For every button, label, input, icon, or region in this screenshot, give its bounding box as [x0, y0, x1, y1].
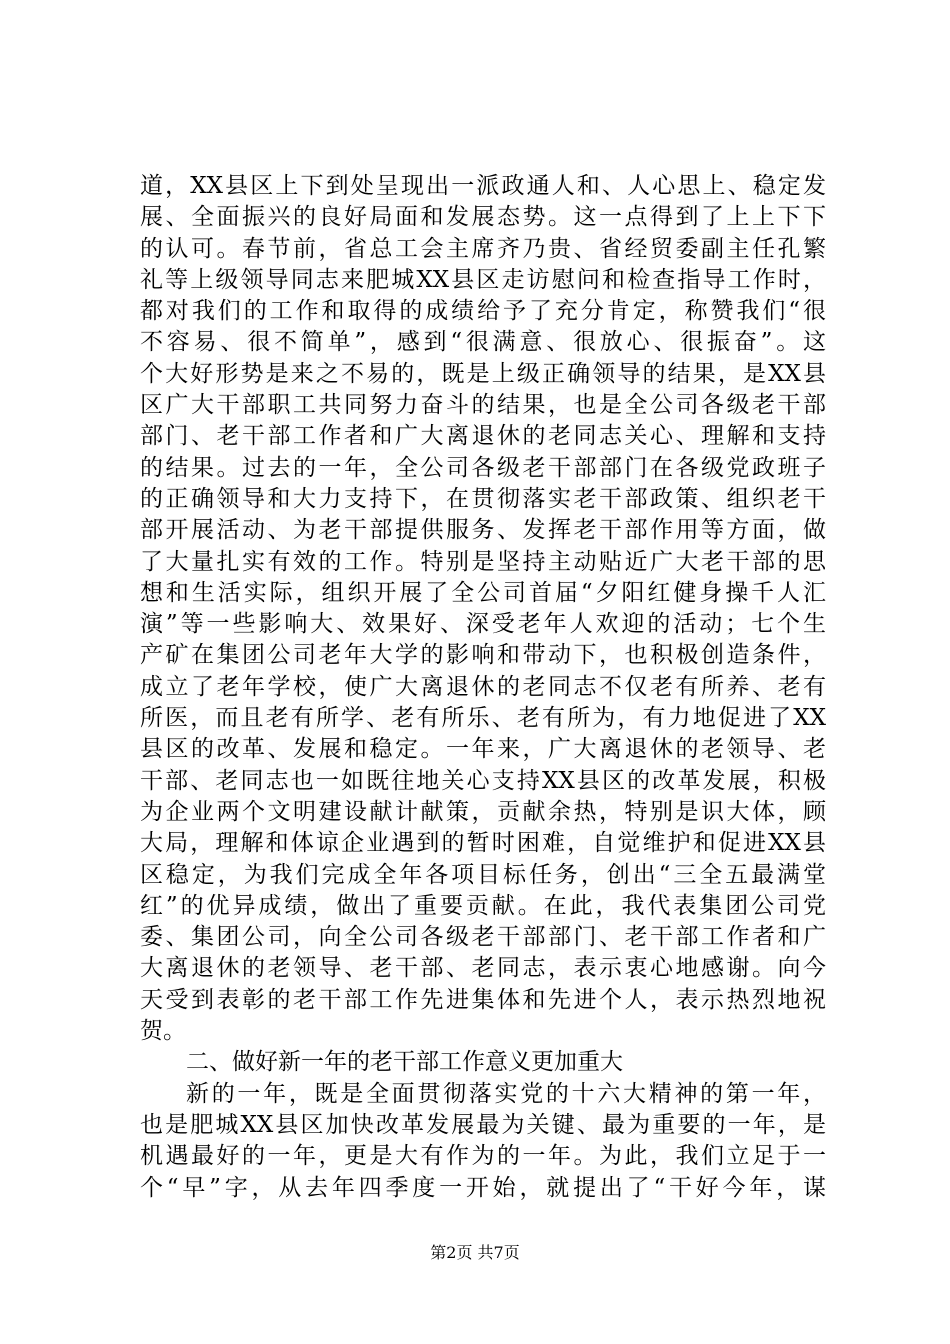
text-line: 大局，理解和体谅企业遇到的暂时困难，自觉维护和促进XX县 [140, 830, 826, 857]
text-line: 县区的改革、发展和稳定。一年来，广大离退休的老领导、老 [140, 736, 826, 763]
section-heading: 二、做好新一年的老干部工作意义更加重大 [186, 1049, 623, 1076]
paragraph-2 [140, 1079, 826, 1204]
text-line: 区稳定，为我们完成全年各项目标任务，创出“三全五最满堂 [140, 861, 826, 888]
page-number: 第2页 共7页 [430, 1243, 520, 1262]
text-line: 个“早”字，从去年四季度一开始，就提出了“干好今年，谋 [140, 1174, 826, 1201]
text-line: 区广大干部职工共同努力奋斗的结果，也是全公司各级老干部 [140, 392, 826, 419]
text-line: 天受到表彰的老干部工作先进集体和先进个人，表示热烈地祝 [140, 986, 826, 1013]
text-line: 也是肥城XX县区加快改革发展最为关键、最为重要的一年，是 [140, 1111, 826, 1138]
text-line: 部开展活动、为老干部提供服务、发挥老干部作用等方面，做 [140, 517, 826, 544]
text-line: 的正确领导和大力支持下，在贯彻落实老干部政策、组织老干 [140, 485, 826, 512]
text-line: 新的一年，既是全面贯彻落实党的十六大精神的第一年， [186, 1080, 826, 1107]
text-line: 委、集团公司，向全公司各级老干部部门、老干部工作者和广 [140, 924, 826, 951]
text-line: 个大好形势是来之不易的，既是上级正确领导的结果，是XX县 [140, 360, 826, 387]
text-line: 部门、老干部工作者和广大离退休的老同志关心、理解和支持 [140, 423, 826, 450]
text-line: 红”的优异成绩，做出了重要贡献。在此，我代表集团公司党 [140, 892, 826, 919]
text-line: 不容易、很不简单”，感到“很满意、很放心、很振奋”。这 [140, 329, 826, 356]
text-line: 都对我们的工作和取得的成绩给予了充分肯定，称赞我们“很 [140, 298, 826, 325]
text-line: 的结果。过去的一年，全公司各级老干部部门在各级党政班子 [140, 454, 826, 481]
text-line: 展、全面振兴的良好局面和发展态势。这一点得到了上上下下 [140, 204, 826, 231]
text-line: 了大量扎实有效的工作。特别是坚持主动贴近广大老干部的思 [140, 548, 826, 575]
text-line: 想和生活实际，组织开展了全公司首届“夕阳红健身操千人汇 [140, 579, 826, 606]
text-line: 机遇最好的一年，更是大有作为的一年。为此，我们立足于一 [140, 1143, 826, 1170]
text-line: 成立了老年学校，使广大离退休的老同志不仅老有所养、老有 [140, 673, 826, 700]
document-body [140, 171, 826, 1204]
text-line: 贺。 [140, 1018, 186, 1045]
text-line: 大离退休的老领导、老干部、老同志，表示衷心地感谢。向今 [140, 955, 826, 982]
text-line: 礼等上级领导同志来肥城XX县区走访慰问和检查指导工作时， [140, 266, 826, 293]
text-line: 演”等一些影响大、效果好、深受老年人欢迎的活动；七个生 [140, 611, 826, 638]
text-line: 产矿在集团公司老年大学的影响和带动下，也积极创造条件， [140, 642, 826, 669]
text-line: 的认可。春节前，省总工会主席齐乃贵、省经贸委副主任孔繁 [140, 235, 826, 262]
text-line: 道，XX县区上下到处呈现出一派政通人和、人心思上、稳定发 [140, 173, 826, 199]
paragraph-1 [140, 171, 826, 1047]
text-line: 所医，而且老有所学、老有所乐、老有所为，有力地促进了XX [140, 705, 826, 732]
text-line: 干部、老同志也一如既往地关心支持XX县区的改革发展，积极 [140, 767, 826, 794]
text-line: 为企业两个文明建设献计献策，贡献余热，特别是识大体，顾 [140, 798, 826, 825]
